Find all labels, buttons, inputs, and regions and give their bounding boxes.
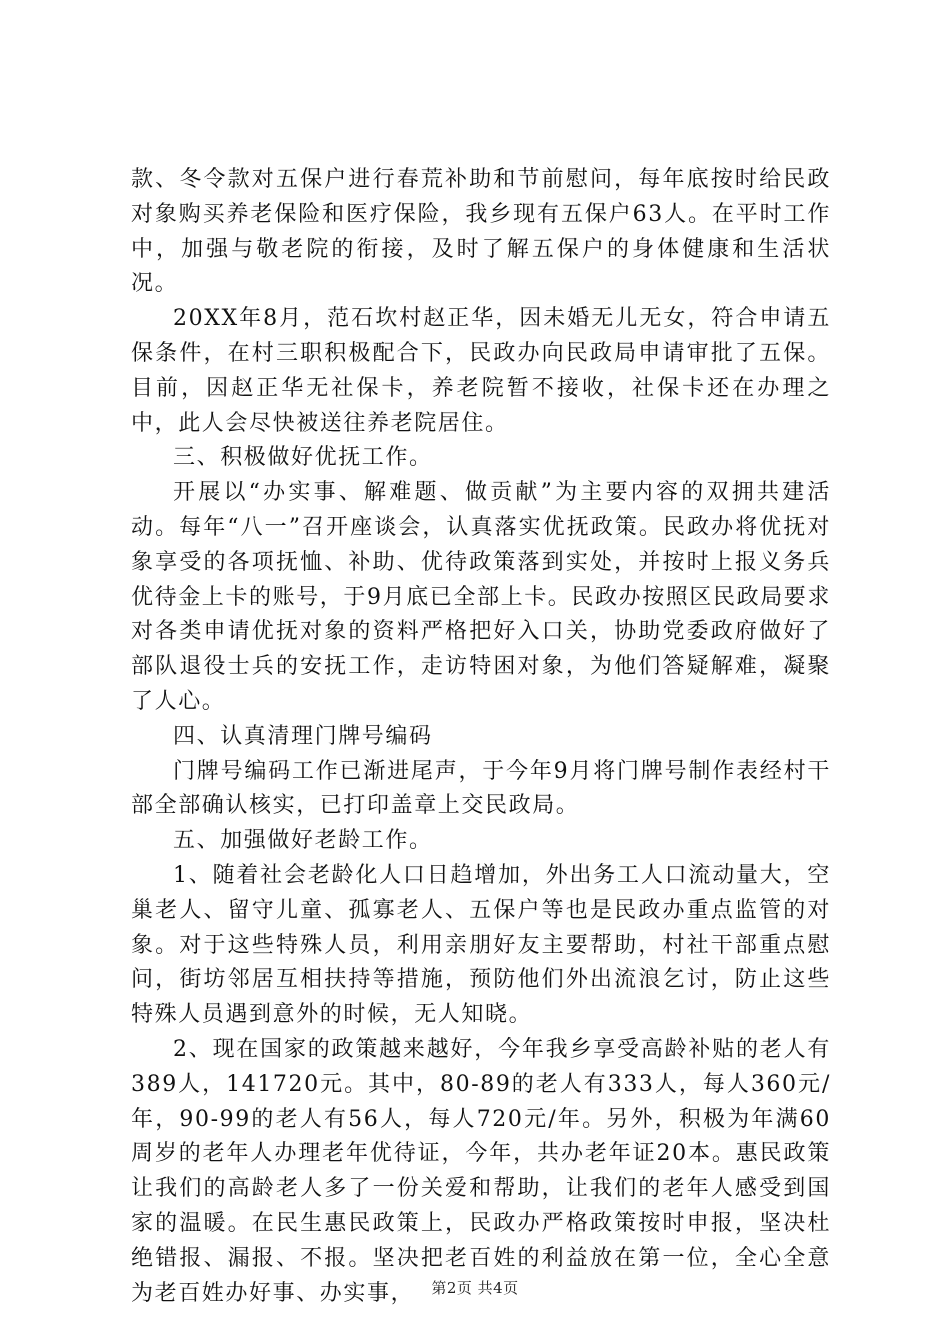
paragraph-house-numbers: 门牌号编码工作已渐进尾声，于今年9月将门牌号制作表经村干部全部确认核实，已打印盖章上交民政局。 (131, 758, 831, 819)
paragraph-elderly-2: 2、现在国家的政策越来越好，今年我乡享受高龄补贴的老人有389人，141720元。其中，80-89的老人有333人，每人360元/年，90-99的老人有56人，每人720元/年。另外，积极为年满60周岁的老年人办理老年优待证，今年，共办老年证20本。惠民政策让我们的高龄老人多了一份关爱和帮助，让我们的老年人感受到国家的温暖。在民生惠民政策上，民政办严格政策按时申报，坚决杜绝错报、漏报、不报。坚决把老百姓的利益放在第一位，全心全意为老百姓办好事、办实事， (131, 1036, 831, 1306)
section-heading-3: 三、积极做好优抚工作。 (173, 445, 433, 471)
paragraph-elderly-1: 1、随着社会老龄化人口日趋增加，外出务工人口流动量大，空巢老人、留守儿童、孤寡老人、五保户等也是民政办重点监管的对象。对于这些特殊人员，利用亲朋好友主要帮助，村社干部重点慰问，街坊邻居互相扶持等措施，预防他们外出流浪乞讨，防止这些特殊人员遇到意外的时候，无人知晓。 (131, 862, 831, 1028)
paragraph-wubao-application: 20XX年8月，范石坎村赵正华，因未婚无儿无女，符合申请五保条件，在村三职积极配合下，民政办向民政局申请审批了五保。目前，因赵正华无社保卡，养老院暂不接收，社保卡还在办理之中，此人会尽快被送往养老院居住。 (131, 306, 831, 436)
page-number-footer: 第2页 共4页 (431, 1279, 519, 1297)
paragraph-preferential-care: 开展以“办实事、解难题、做贡献”为主要内容的双拥共建活动。每年“八一”召开座谈会，认真落实优抚政策。民政办将优抚对象享受的各项抚恤、补助、优待政策落到实处，并按时上报义务兵优待金上卡的账号，于9月底已全部上卡。民政办按照区民政局要求对各类申请优抚对象的资料严格把好入口关，协助党委政府做好了部队退役士兵的安抚工作，走访特困对象，为他们答疑解难，凝聚了人心。 (131, 480, 831, 714)
section-heading-5: 五、加强做好老龄工作。 (173, 828, 433, 854)
document-body (131, 163, 831, 1311)
paragraph-continued: 款、冬令款对五保户进行春荒补助和节前慰问，每年底按时给民政对象购买养老保险和医疗保险，我乡现有五保户63人。在平时工作中，加强与敬老院的衔接，及时了解五保户的身体健康和生活状况。 (131, 167, 831, 297)
section-heading-4: 四、认真清理门牌号编码 (173, 723, 433, 749)
